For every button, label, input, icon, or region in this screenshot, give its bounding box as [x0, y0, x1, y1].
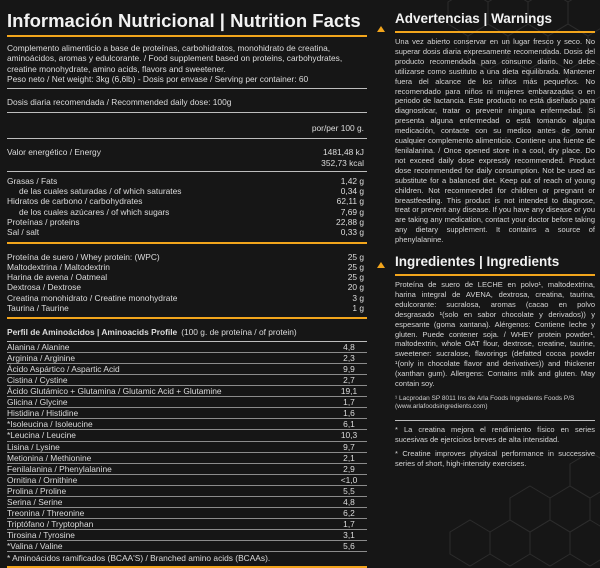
amino-row — [7, 353, 367, 364]
warnings-title: Advertencias | Warnings — [395, 11, 553, 26]
nutrient-list — [7, 176, 367, 238]
amino-label: Tirosina / Tyrosine — [7, 530, 75, 541]
composition-value: 1 g — [352, 303, 364, 314]
divider — [7, 171, 367, 172]
amino-value: 2,9 — [343, 463, 355, 474]
amino-row — [7, 508, 367, 519]
section-rule — [7, 317, 367, 319]
amino-row — [7, 475, 367, 486]
divider — [7, 138, 367, 139]
nutrition-facts-panel — [7, 10, 367, 568]
nutrient-value: 22,88 g — [336, 217, 364, 227]
amino-label: *Valina / Valine — [7, 541, 63, 552]
nutrient-row — [7, 196, 367, 206]
per-100g-header — [7, 123, 367, 133]
ingredients-text: Proteína de suero de LECHE en polvo¹, maltodextrina, harina integral de AVENA, dextrosa, creatina, taurina, edulcorante: sucralosa, aromas (cacao en polvo desgrasado ¹(solo en sabor chocolate y derivados)) y espesante (goma xantana). Alérgenos: Contiene leche y gluten. Puede contener soja. / WHEY protein powder¹, maltodextrin, whole OAT flour, dextrose, creatine, taurine, sweetener: sucralose, flavorings (defatted cocoa powder ¹(only in chocolate flavor and derivatives)) and thickener (xanthan gum). Allergens: Contains milk and gluten. May contain soy. — [395, 280, 595, 389]
composition-row — [7, 303, 367, 313]
composition-row — [7, 272, 367, 282]
composition-value: 25 g — [347, 261, 364, 272]
section-rule — [7, 242, 367, 244]
section-rule — [7, 566, 367, 568]
nutrient-label: de los cuales azúcares / of which sugars — [19, 206, 170, 217]
divider — [7, 112, 367, 113]
warnings-text: Una vez abierto conservar en un lugar fresco y seco. No superar dosis diaria expresamente recomendada. Dosis del producto recomendada para consumo diario. No debe utilizarse como sustituto a una dieta equilibrada. Mantener fuera del alcance de los niños más pequeños. No recomendado para niños ni mujeres embarazadas o en periodo de lactancia. Este producto no está diseñado para diagnosticar, tratar o prevenir ninguna enfermedad. Si presenta alguna enfermedad o está tomando alguna medicación, contacte con su medico antes de tomar cualquier complemento alimenticio. Contiene una fuente de fenilalanina. / Once opened store in a cool, dry place. Do not exceed daily dose expressly recommended. Product dose recommended for daily consumption. Not be used as substitute for a balanced diet. Keep out of reach of young children. Not recommended for children or pregnant or breastfeeding. This product is not intended to diagnose, treat or prevent any disease. If you have any disease or you are taking any medication, contact your doctor before taking any dietary supplement. It contains a source of phenylalanine. — [395, 37, 595, 245]
divider — [7, 88, 367, 89]
amino-row — [7, 519, 367, 530]
amino-label: Fenilalanina / Phenylalanine — [7, 463, 112, 474]
amino-value: 19,1 — [340, 386, 358, 397]
amino-title: Perfil de Aminoácidos | Aminoacids Profile — [7, 327, 178, 338]
warnings-ingredients-panel — [395, 10, 595, 468]
title-rule — [395, 274, 595, 276]
amino-label: Ácido Glutámico + Glutamina / Glutamic Acid + Glutamine — [7, 386, 222, 397]
composition-list — [7, 252, 367, 314]
energy-kj: 1481,48 kJ — [323, 147, 364, 158]
nutrient-value: 0,33 g — [340, 227, 364, 238]
bcaa-note — [7, 553, 367, 563]
amino-value: 1,7 — [343, 519, 355, 530]
energy-row — [7, 147, 367, 157]
composition-value: 25 g — [347, 251, 364, 262]
amino-label: *Isoleucina / Isoleucine — [7, 419, 93, 430]
amino-label: Arginina / Arginine — [7, 352, 75, 363]
nutrient-row — [7, 176, 367, 186]
amino-row — [7, 419, 367, 430]
composition-value: 25 g — [347, 272, 364, 283]
amino-row — [7, 375, 367, 386]
nutrient-row — [7, 227, 367, 237]
amino-row — [7, 442, 367, 453]
amino-row — [7, 541, 367, 552]
divider — [395, 420, 595, 421]
composition-value: 20 g — [347, 282, 364, 293]
amino-label: Glicina / Glycine — [7, 397, 68, 408]
composition-row — [7, 293, 367, 303]
product-description: Complemento alimenticio a base de proteínas, carbohidratos, monohidrato de creatina, aminoácidos, aromas y edulcorante. / Food supplement based on proteins, carbohydrates, creatine monohydrate, amino acids, flavors and sweetener. — [7, 43, 343, 74]
creatine-claim-es: * La creatina mejora el rendimiento físico en series sucesivas de ejercicios breves de alta intensidad. — [395, 424, 595, 444]
amino-row — [7, 530, 367, 541]
amino-row — [7, 464, 367, 475]
nutrient-row — [7, 207, 367, 217]
amino-row — [7, 364, 367, 375]
amino-value: 5,6 — [343, 541, 355, 552]
amino-value: 1,6 — [343, 408, 355, 419]
amino-value: 6,1 — [343, 419, 355, 430]
nutrient-value: 62,11 g — [336, 196, 364, 207]
amino-value: 2,1 — [343, 452, 355, 463]
amino-value: 5,5 — [343, 485, 355, 496]
daily-dose-text: Dosis diaria recomendada / Recommended daily dose: 100g — [7, 96, 232, 107]
amino-label: Alanina / Alanine — [7, 341, 70, 352]
nutrient-value: 7,69 g — [340, 206, 364, 217]
nutrient-label: de las cuales saturadas / of which saturates — [19, 186, 182, 197]
amino-row — [7, 453, 367, 464]
nutrient-value: 1,42 g — [340, 175, 364, 186]
amino-label: Lisina / Lysine — [7, 441, 60, 452]
composition-row — [7, 262, 367, 272]
amino-value: 4,8 — [343, 496, 355, 507]
amino-value: 1,7 — [343, 397, 355, 408]
amino-value: 6,2 — [343, 508, 355, 519]
amino-label: Triptófano / Tryptophan — [7, 519, 94, 530]
amino-value: 9,9 — [343, 363, 355, 374]
amino-value: 10,3 — [340, 430, 358, 441]
nutrient-label: Grasas / Fats — [7, 175, 58, 186]
energy-kcal-row — [7, 158, 367, 168]
title-rule — [395, 31, 595, 33]
amino-label: Ornitina / Ornithine — [7, 474, 78, 485]
amino-row — [7, 397, 367, 408]
composition-label: Proteína de suero / Whey protein: (WPC) — [7, 251, 160, 262]
nutrient-label: Hidratos de carbono / carbohydrates — [7, 196, 143, 207]
amino-value: <1,0 — [340, 474, 358, 485]
amino-row — [7, 430, 367, 441]
composition-label: Creatina monohidrato / Creatine monohydrate — [7, 292, 178, 303]
composition-row — [7, 282, 367, 292]
per-100g-label: por/per 100 g. — [311, 122, 364, 133]
amino-value: 3,1 — [343, 530, 355, 541]
ingredients-title: Ingredientes | Ingredients — [395, 254, 560, 270]
amino-row — [7, 497, 367, 508]
amino-label: Prolina / Proline — [7, 485, 67, 496]
composition-row — [7, 252, 367, 262]
daily-dose — [7, 97, 367, 107]
amino-value: 2,7 — [343, 374, 355, 385]
amino-row — [7, 486, 367, 497]
amino-row — [7, 408, 367, 419]
composition-value: 3 g — [352, 292, 364, 303]
nutrient-row — [7, 186, 367, 196]
energy-label: Valor energético / Energy — [7, 147, 101, 158]
amino-row — [7, 386, 367, 397]
nutrition-title: Información Nutricional | Nutrition Facts — [7, 10, 361, 31]
title-rule — [7, 35, 367, 37]
amino-list — [7, 342, 367, 553]
composition-label: Maltodextrina / Maltodextrin — [7, 261, 110, 272]
amino-label: Histidina / Histidine — [7, 408, 79, 419]
lacprodan-footnote: ¹ Lacprodan SP 8011 Ins de Arla Foods Ingredients Foods P/S (www.arlafoodsingredients.com) — [395, 395, 575, 411]
creatine-claim-en: * Creatine improves physical performance in successive series of short, high-intensity exercises. — [395, 448, 595, 468]
amino-row — [7, 342, 367, 353]
bcaa-note-text: * Aminoácidos ramificados (BCAA'S) / Branched amino acids (BCAAs). — [7, 553, 271, 564]
nutrient-value: 0,34 g — [340, 186, 364, 197]
amino-label: Ácido Aspártico / Aspartic Acid — [7, 363, 120, 374]
amino-label: Treonina / Threonine — [7, 508, 85, 519]
net-weight: Peso neto / Net weight: 3kg (6,6lb) - Dosis por envase / Serving per container: 60 — [7, 74, 309, 85]
composition-label: Taurina / Taurine — [7, 303, 69, 314]
composition-label: Harina de avena / Oatmeal — [7, 272, 108, 283]
amino-label: Metionina / Methionine — [7, 452, 92, 463]
amino-label: *Leucina / Leucine — [7, 430, 76, 441]
amino-value: 2,3 — [343, 352, 355, 363]
amino-value: 4,8 — [343, 341, 355, 352]
composition-label: Dextrosa / Dextrose — [7, 282, 82, 293]
amino-label: Serina / Serine — [7, 496, 63, 507]
energy-kcal: 352,73 kcal — [321, 157, 364, 168]
amino-profile-header — [7, 327, 367, 337]
amino-title-unit: (100 g. de proteína / of protein) — [181, 327, 297, 338]
amino-label: Cistina / Cystine — [7, 374, 68, 385]
amino-value: 9,7 — [343, 441, 355, 452]
nutrient-label: Proteínas / proteins — [7, 217, 80, 227]
nutrient-label: Sal / salt — [7, 227, 40, 238]
nutrient-row — [7, 217, 367, 227]
